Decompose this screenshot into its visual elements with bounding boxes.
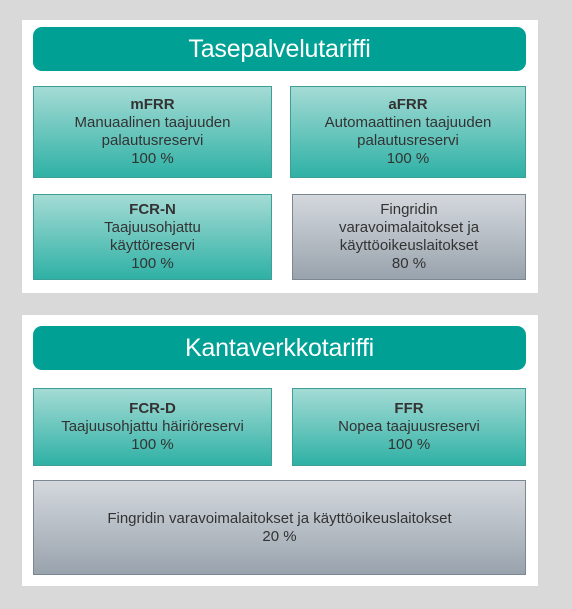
box-value: 100 % (387, 436, 431, 453)
box-title: FCR-D (129, 400, 176, 417)
box-line: Manuaalinen taajuuden (74, 114, 231, 131)
box-value: 100 % (131, 436, 174, 453)
ffr-box (292, 388, 526, 466)
box-line: käyttöoikeuslaitokset (339, 237, 479, 254)
box-value: 20 % (262, 527, 297, 545)
fingrid-reserve-plants-box (292, 194, 526, 280)
fingrid-reserve-plants-box (33, 480, 526, 575)
box-line: palautusreservi (357, 132, 459, 149)
box-value: 100 % (131, 150, 174, 167)
box-line: Taajuusohjattu (104, 219, 201, 236)
box-line: käyttöreservi (109, 237, 196, 254)
tasepalvelutariffi-header: Tasepalvelutariffi (33, 27, 526, 71)
box-line: varavoimalaitokset ja (338, 219, 480, 236)
kantaverkkotariffi-panel (22, 315, 538, 586)
box-value: 100 % (131, 255, 174, 272)
box-value: 80 % (391, 255, 427, 272)
kantaverkkotariffi-header: Kantaverkkotariffi (33, 326, 526, 370)
box-line: Fingridin varavoimalaitokset ja käyttöoikeuslaitokset (107, 509, 452, 527)
box-line: Fingridin (380, 201, 438, 218)
afrr-box (290, 86, 526, 178)
box-line: palautusreservi (101, 132, 204, 149)
fcr-d-box (33, 388, 272, 466)
box-title: aFRR (388, 96, 428, 113)
box-title: FCR-N (129, 201, 176, 218)
tasepalvelutariffi-panel (22, 20, 538, 293)
mfrr-box (33, 86, 272, 178)
box-title: mFRR (130, 96, 175, 113)
box-line: Taajuusohjattu häiriöreservi (61, 418, 244, 435)
box-line: Nopea taajuusreservi (338, 418, 480, 435)
box-value: 100 % (386, 150, 430, 167)
box-line: Automaattinen taajuuden (324, 114, 492, 131)
fcr-n-box (33, 194, 272, 280)
box-title: FFR (394, 400, 424, 417)
